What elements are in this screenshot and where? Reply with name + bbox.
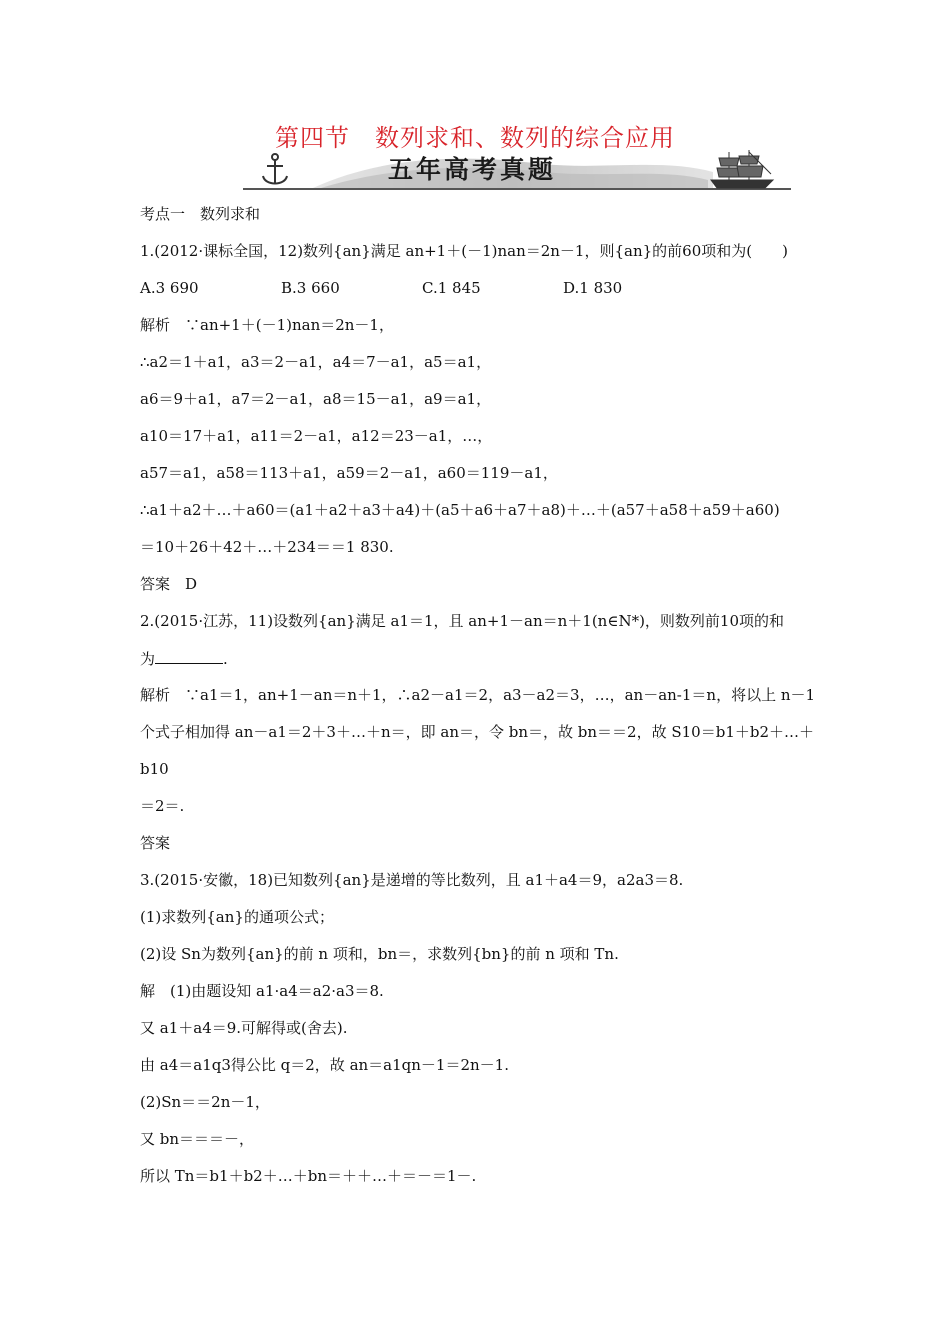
answer-line: 答案	[140, 834, 171, 852]
solution-line: ∴a1＋a2＋…＋a60＝(a1＋a2＋a3＋a4)＋(a5＋a6＋a7＋a8)＋…＋(a57＋a58＋a59＋a60)	[140, 501, 780, 519]
question-part: (1)求数列{an}的通项公式；	[140, 908, 334, 926]
page-title: 第四节 数列求和、数列的综合应用	[275, 124, 675, 152]
solution-line: 解析 ∵an+1＋(－1)nan＝2n－1，	[140, 316, 394, 334]
section-heading: 考点一 数列求和	[140, 205, 261, 223]
solution-line: 又 a1＋a4＝9.可解得或(舍去).	[140, 1019, 348, 1037]
solution-line: ＝2＝.	[140, 797, 185, 815]
solution-line: b10	[140, 760, 169, 778]
solution-line: 个式子相加得 an－a1＝2＋3＋…＋n＝，即 an＝，令 bn＝，故 bn＝＝2，故 S10＝b1＋b2＋…＋	[140, 723, 815, 741]
banner-title: 五年高考真题	[387, 155, 556, 184]
solution-line: 又 bn＝＝＝－，	[140, 1130, 255, 1148]
question-2-stem: 2.(2015·江苏，11)设数列{an}满足 a1＝1，且 an+1－an＝n＋1(n∈N*)，则数列前10项的和	[140, 612, 785, 630]
solution-line: 解 (1)由题设知 a1·a4＝a2·a3＝8.	[140, 982, 384, 1000]
ship-icon	[711, 150, 773, 188]
stem-text: 为	[140, 650, 156, 668]
solution-line: ∴a2＝1＋a1，a3＝2－a1，a4＝7－a1，a5＝a1，	[140, 353, 492, 371]
solution-line: (2)Sn＝＝2n－1，	[140, 1093, 270, 1111]
solution-line: a6＝9＋a1，a7＝2－a1，a8＝15－a1，a9＝a1，	[140, 390, 492, 408]
question-3-stem: 3.(2015·安徽，18)已知数列{an}是递增的等比数列，且 a1＋a4＝9，a2a3＝8.	[140, 871, 684, 889]
stem-text: .	[223, 650, 228, 668]
option-a: A.3 690	[140, 279, 199, 297]
option-d: D.1 830	[563, 279, 623, 297]
question-part: (2)设 Sn为数列{an}的前 n 项和，bn＝，求数列{bn}的前 n 项和 Tn.	[140, 945, 619, 963]
question-2-stem-cont	[140, 649, 815, 686]
solution-line: 解析 ∵a1＝1，an+1－an＝n＋1，∴a2－a1＝2，a3－a2＝3，…，an－an-1＝n，将以上 n－1	[140, 686, 816, 704]
solution-line: a57＝a1，a58＝113＋a1，a59＝2－a1，a60＝119－a1，	[140, 464, 558, 482]
option-b: B.3 660	[281, 279, 340, 297]
solution-line: ＝10＋26＋42＋…＋234＝＝1 830.	[140, 538, 394, 556]
answer-line: 答案 D	[140, 575, 198, 593]
solution-line: 由 a4＝a1q3得公比 q＝2，故 an＝a1qn－1＝2n－1.	[140, 1056, 509, 1074]
question-1-options	[140, 279, 815, 316]
solution-line: 所以 Tn＝b1＋b2＋…＋bn＝＋＋…＋＝－＝1－.	[140, 1167, 477, 1185]
question-1-stem: 1.(2012·课标全国，12)数列{an}满足 an+1＋(－1)nan＝2n－1，则{an}的前60项和为( )	[140, 242, 788, 260]
document-body	[140, 205, 815, 1204]
answer-blank	[155, 649, 223, 664]
solution-line: a10＝17＋a1，a11＝2－a1，a12＝23－a1，…，	[140, 427, 493, 445]
anchor-icon	[263, 154, 287, 184]
option-c: C.1 845	[422, 279, 481, 297]
